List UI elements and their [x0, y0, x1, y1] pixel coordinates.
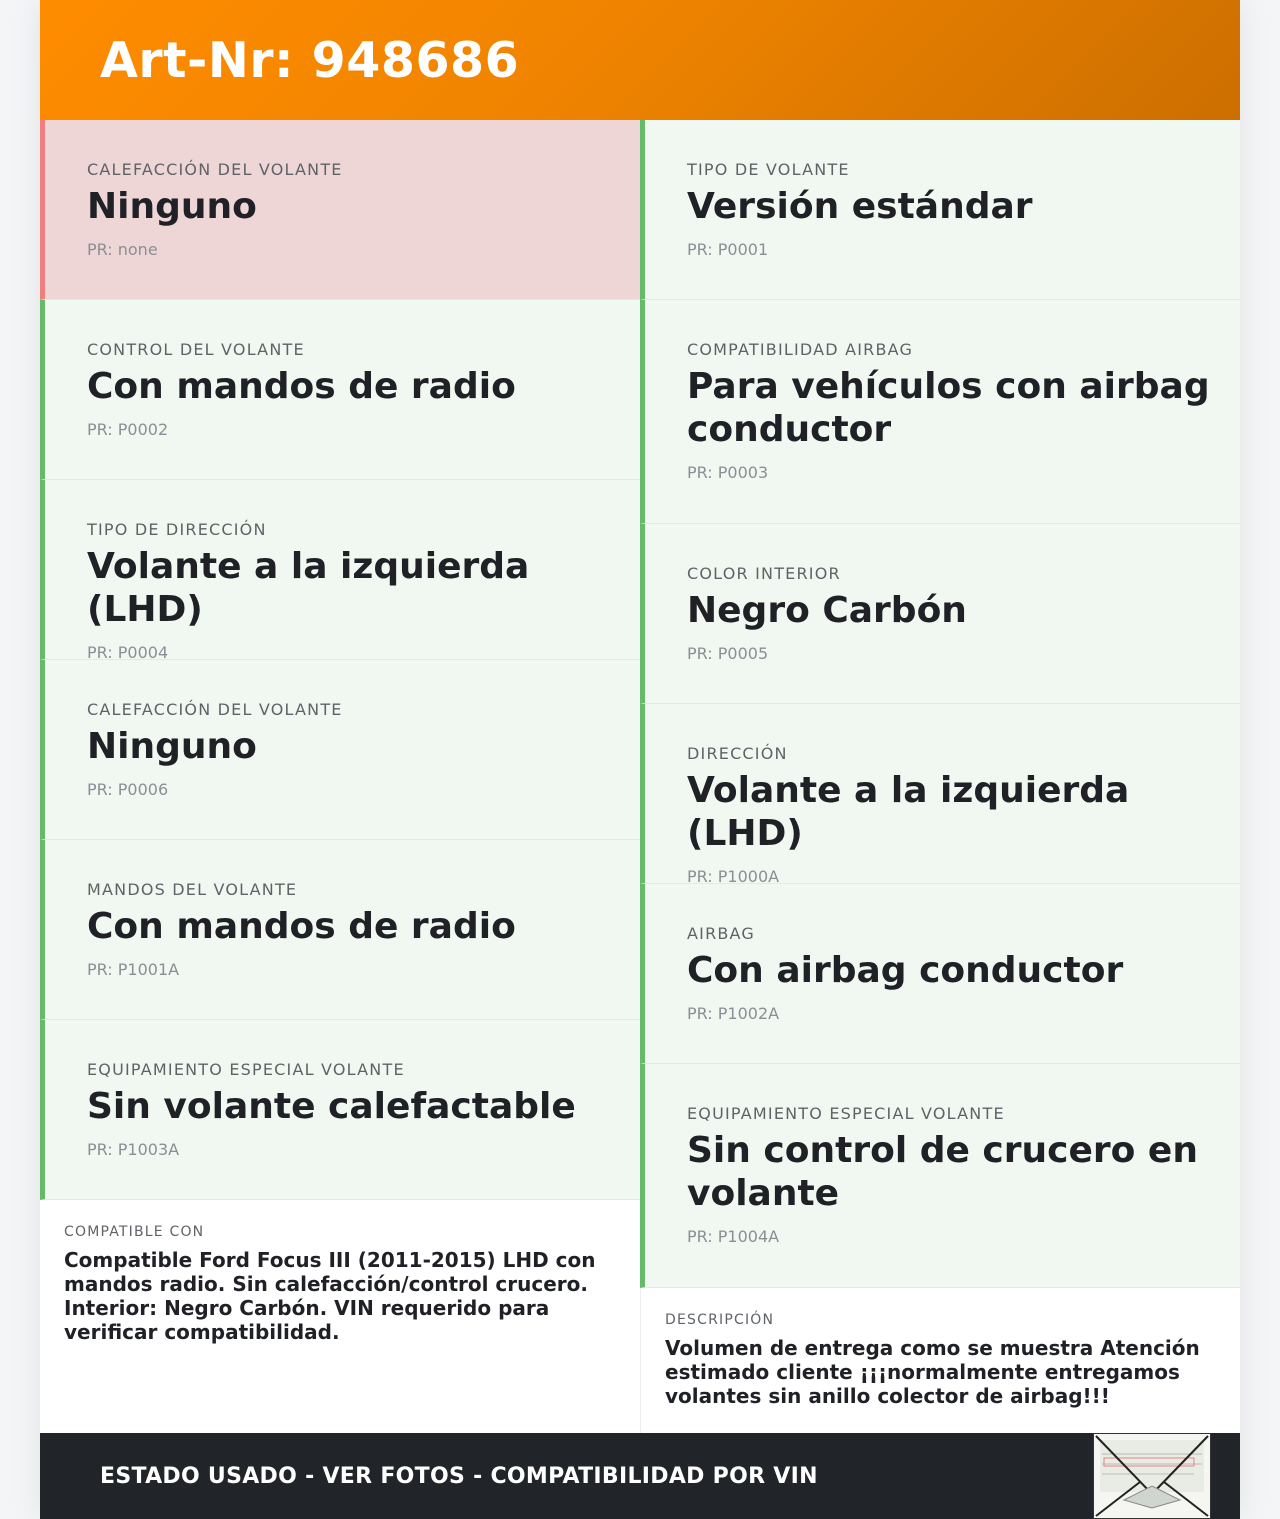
attribute-value: Volante a la izquierda (LHD) — [687, 770, 1130, 854]
attribute-label: CALEFACCIÓN DEL VOLANTE — [87, 160, 343, 179]
product-sheet — [40, 0, 1240, 1519]
condition-status: ESTADO USADO - VER FOTOS - COMPATIBILIDAD POR VIN — [100, 1463, 818, 1489]
attribute-value: Con mandos de radio — [87, 906, 516, 947]
attribute-pr-code: PR: P1000A — [687, 867, 780, 886]
attribute-pr-code: PR: P1002A — [687, 1004, 780, 1023]
attribute-label: COMPATIBILIDAD AIRBAG — [687, 340, 914, 359]
envelope-stamp-graphic — [1094, 1434, 1210, 1518]
attribute-card-special-equipment-2 — [640, 1064, 1240, 1288]
attribute-label: AIRBAG — [687, 924, 756, 943]
attribute-label: COLOR INTERIOR — [687, 564, 841, 583]
attribute-pr-code: PR: none — [87, 240, 158, 259]
compatible-text: Compatible Ford Focus III (2011-2015) LHD con mandos radio. Sin calefacción/control crucero. Interior: Negro Carbón. VIN requerido para verificar compatibilidad. — [64, 1248, 596, 1344]
attribute-card-steering-heating-2 — [40, 660, 640, 840]
attribute-label: MANDOS DEL VOLANTE — [87, 880, 298, 899]
attribute-card-steering-control — [40, 300, 640, 480]
description-section — [640, 1288, 1240, 1434]
attribute-value: Con airbag conductor — [687, 950, 1124, 991]
attribute-value: Ninguno — [87, 186, 257, 227]
attribute-value: Sin control de crucero en volante — [687, 1130, 1198, 1214]
attribute-label: TIPO DE DIRECCIÓN — [87, 520, 267, 539]
attribute-pr-code: PR: P1004A — [687, 1227, 780, 1246]
attribute-pr-code: PR: P0005 — [687, 644, 769, 663]
attribute-columns — [40, 120, 1240, 1434]
attribute-card-interior-color — [640, 524, 1240, 704]
compatible-label: COMPATIBLE CON — [64, 1224, 205, 1240]
right-column — [640, 120, 1240, 1434]
attribute-pr-code: PR: P1003A — [87, 1140, 180, 1159]
attribute-value: Versión estándar — [687, 186, 1033, 227]
attribute-value: Volante a la izquierda (LHD) — [87, 546, 530, 630]
attribute-card-steering-heating — [40, 120, 640, 300]
attribute-pr-code: PR: P1001A — [87, 960, 180, 979]
attribute-pr-code: PR: P0001 — [687, 240, 769, 259]
header-bar — [40, 0, 1240, 120]
attribute-pr-code: PR: P0004 — [87, 643, 169, 662]
attribute-value: Negro Carbón — [687, 590, 967, 631]
attribute-card-airbag — [640, 884, 1240, 1064]
attribute-pr-code: PR: P0002 — [87, 420, 169, 439]
article-number-title: Art-Nr: 948686 — [100, 31, 520, 89]
footer-bar — [40, 1433, 1240, 1519]
envelope-icon — [1093, 1433, 1211, 1519]
attribute-card-steering-type — [40, 480, 640, 660]
attribute-label: CONTROL DEL VOLANTE — [87, 340, 305, 359]
attribute-pr-code: PR: P0003 — [687, 463, 769, 482]
left-column — [40, 120, 640, 1434]
attribute-label: EQUIPAMIENTO ESPECIAL VOLANTE — [687, 1104, 1005, 1123]
attribute-card-airbag-compat — [640, 300, 1240, 524]
attribute-label: DIRECCIÓN — [687, 744, 788, 763]
attribute-card-direction — [640, 704, 1240, 884]
attribute-value: Ninguno — [87, 726, 257, 767]
attribute-label: TIPO DE VOLANTE — [687, 160, 850, 179]
attribute-label: CALEFACCIÓN DEL VOLANTE — [87, 700, 343, 719]
attribute-value: Para vehículos con airbag conductor — [687, 366, 1210, 450]
compatible-section — [40, 1200, 640, 1433]
attribute-value: Sin volante calefactable — [87, 1086, 576, 1127]
description-text: Volumen de entrega como se muestra Atención estimado cliente ¡¡¡normalmente entregamos volantes sin anillo colector de airbag!!! — [665, 1336, 1200, 1408]
attribute-label: EQUIPAMIENTO ESPECIAL VOLANTE — [87, 1060, 405, 1079]
description-label: DESCRIPCIÓN — [665, 1312, 775, 1328]
attribute-card-special-equipment — [40, 1020, 640, 1200]
attribute-pr-code: PR: P0006 — [87, 780, 169, 799]
attribute-card-wheel-controls — [40, 840, 640, 1020]
attribute-card-wheel-type — [640, 120, 1240, 300]
attribute-value: Con mandos de radio — [87, 366, 516, 407]
